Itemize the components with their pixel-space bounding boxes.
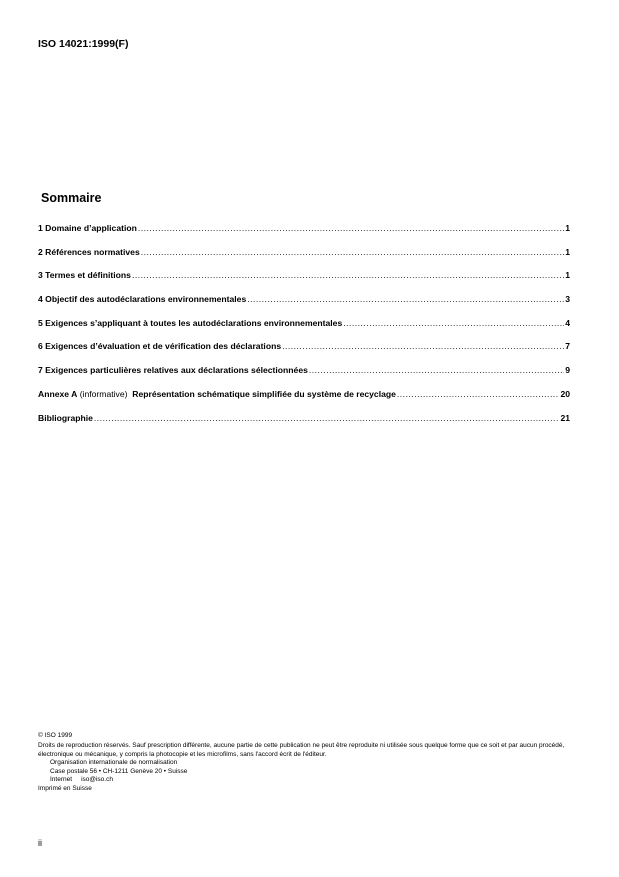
toc-entry-page: 20 (560, 388, 570, 399)
toc-entry-label (38, 389, 396, 399)
toc-entry-page: 4 (565, 317, 570, 328)
toc-entry-bibliography[interactable] (38, 413, 570, 437)
toc-leader-dots (247, 294, 564, 304)
postal-address: Case postale 56 • CH-1211 Genève 20 • Suisse (50, 767, 188, 775)
toc-entry-4[interactable] (38, 294, 570, 318)
toc-entry-2[interactable] (38, 247, 570, 271)
toc-entry-label: 6 Exigences d’évaluation et de vérification des déclarations (38, 341, 282, 352)
toc-leader-dots (397, 389, 560, 399)
toc-entry-1[interactable] (38, 223, 570, 247)
toc-entry-label: 3 Termes et définitions (38, 270, 131, 281)
copyright-line: © ISO 1999 (38, 732, 73, 739)
toc-entry-3[interactable] (38, 270, 570, 294)
internet-contact: Internet iso@iso.ch (50, 776, 113, 784)
toc-entry-label: 4 Objectif des autodéclarations environnementales (38, 294, 247, 305)
toc-leader-dots (343, 318, 564, 328)
toc-entry-6[interactable] (38, 341, 570, 365)
copyright-notice (38, 732, 578, 794)
toc-entry-page: 21 (560, 412, 570, 423)
printed-in: Imprimé en Suisse (38, 785, 92, 793)
table-of-contents (38, 223, 570, 436)
toc-entry-page: 7 (565, 341, 570, 352)
toc-entry-label: 7 Exigences particulières relatives aux déclarations sélectionnées (38, 365, 308, 376)
toc-entry-label: Bibliographie (38, 412, 93, 423)
toc-entry-label: 1 Domaine d’application (38, 223, 137, 233)
toc-entry-page: 1 (565, 246, 570, 257)
toc-entry-7[interactable] (38, 365, 570, 389)
rights-statement: Droits de reproduction réservés. Sauf prescription différente, aucune partie de cette publication ne peut être reproduite ni utilisée sous quelque forme que ce soit et par aucun procédé, électronique ou mécanique, y compris la photocopie et les microfilms, sans l'accord écrit de l'éditeur. (38, 742, 565, 758)
toc-entry-page: 1 (565, 223, 570, 233)
document-id: ISO 14021:1999(F) (38, 38, 129, 50)
annex-title: Représentation schématique simplifiée du système de recyclage (132, 388, 396, 399)
annex-prefix: Annexe A (38, 388, 78, 399)
organization-name: Organisation internationale de normalisation (50, 759, 178, 767)
toc-leader-dots (282, 341, 564, 351)
toc-entry-annex-a[interactable] (38, 389, 570, 413)
toc-entry-label: 5 Exigences s’appliquant à toutes les autodéclarations environnementales (38, 317, 343, 328)
annex-informative-tag: (informative) (77, 388, 133, 399)
toc-leader-dots (94, 413, 560, 423)
toc-leader-dots (309, 365, 564, 375)
toc-entry-5[interactable] (38, 318, 570, 342)
toc-leader-dots (141, 247, 564, 257)
toc-entry-page: 3 (565, 294, 570, 305)
toc-leader-dots (138, 223, 564, 233)
toc-entry-label: 2 Références normatives (38, 246, 140, 257)
toc-leader-dots (132, 270, 564, 280)
toc-entry-page: 1 (565, 270, 570, 281)
toc-entry-page: 9 (565, 365, 570, 376)
toc-title: Sommaire (41, 191, 102, 205)
page-number: ii (38, 838, 42, 848)
